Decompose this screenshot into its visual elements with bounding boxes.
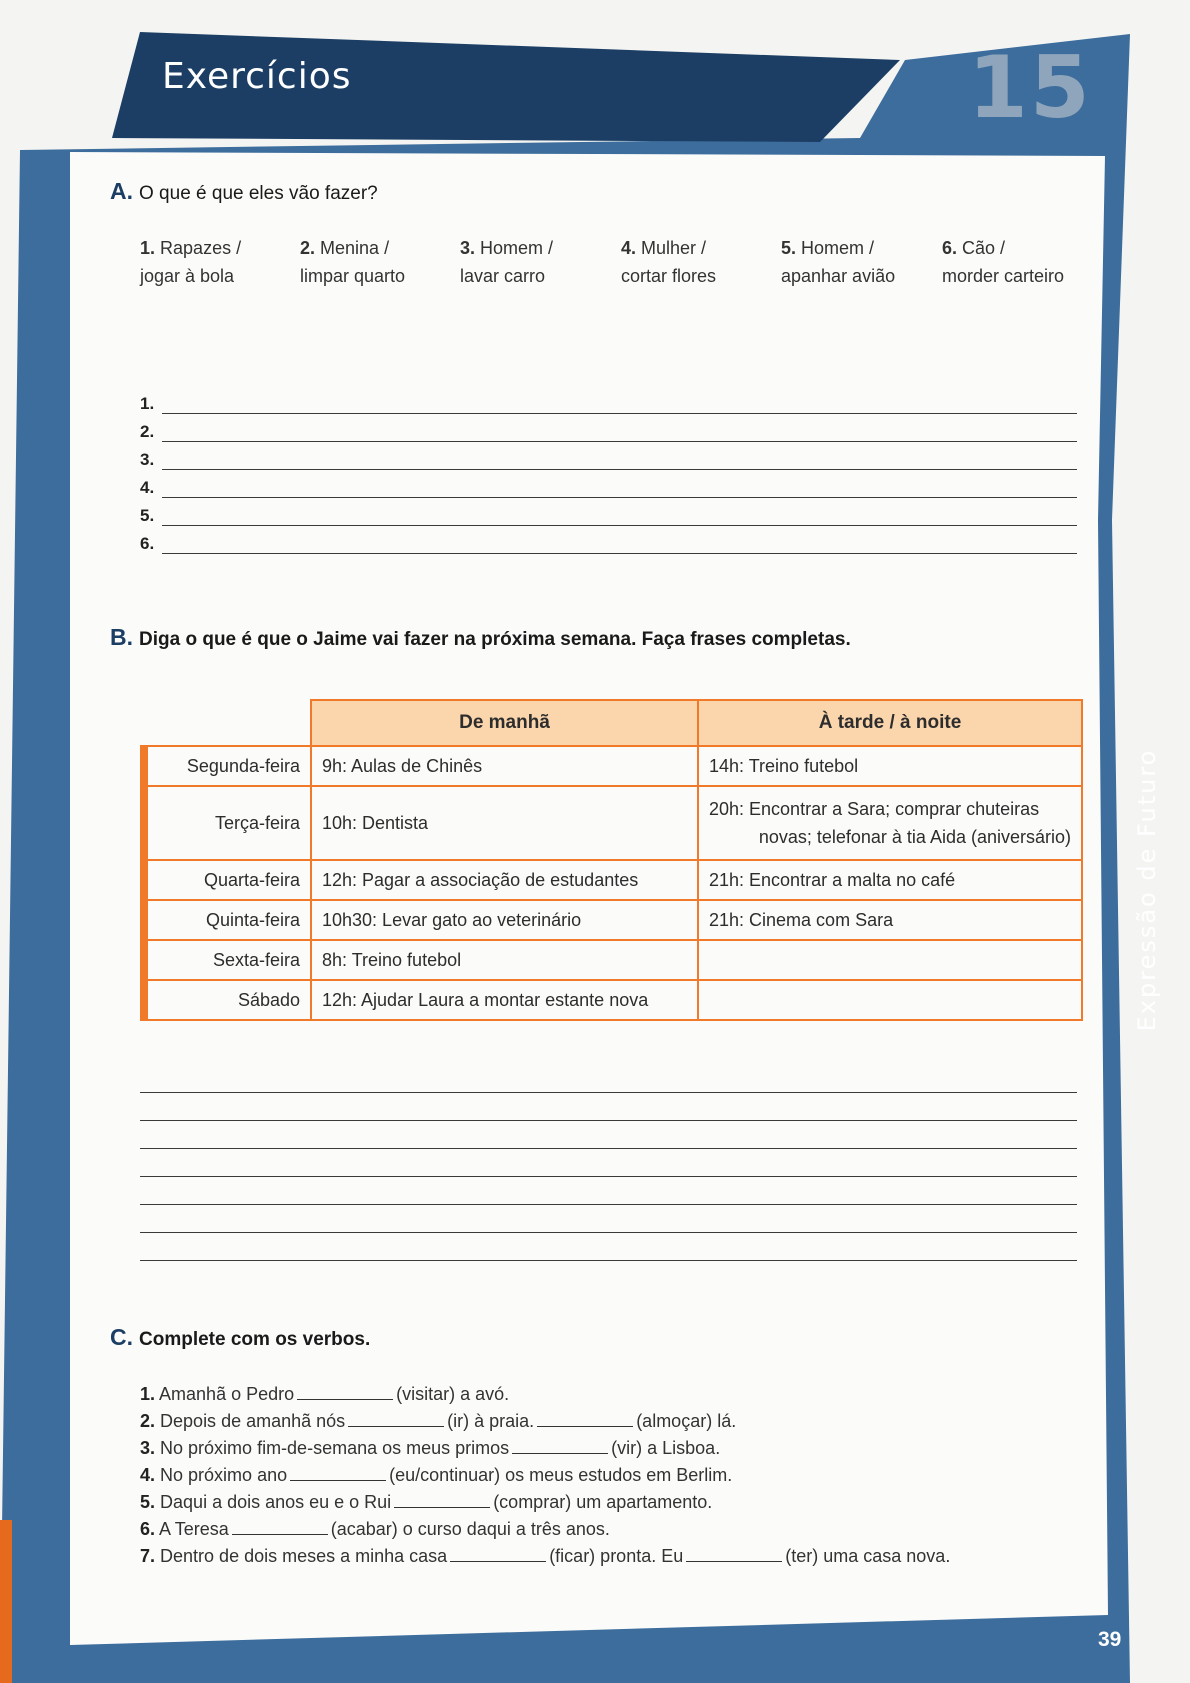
item-number: 2.: [140, 1411, 156, 1431]
item-number: 1.: [140, 1384, 156, 1404]
writing-line[interactable]: [140, 1204, 1077, 1205]
spine-edge: [0, 1520, 12, 1683]
afternoon-cell: [698, 980, 1082, 1020]
item-text: (comprar) um apartamento.: [493, 1492, 713, 1512]
section-a-letter: A.: [110, 178, 133, 204]
section-c-letter: C.: [110, 1324, 133, 1350]
morning-cell: 10h30: Levar gato ao veterinário: [311, 900, 698, 940]
fill-blank[interactable]: [394, 1491, 490, 1508]
item-number: 3.: [140, 1438, 156, 1458]
section-c-title: Complete com os verbos.: [139, 1329, 371, 1350]
answer-row-3: [140, 444, 1077, 470]
header-morning: De manhã: [311, 700, 698, 746]
section-b-letter: B.: [110, 624, 133, 650]
cue-action: morder carteiro: [942, 266, 1065, 286]
item-text: (almoçar) lá.: [636, 1411, 737, 1431]
exercise-item-6: [140, 1518, 610, 1540]
answer-number: 1.: [140, 394, 155, 413]
cue-3: [460, 234, 610, 290]
afternoon-cell: [698, 940, 1082, 980]
chapter-side-label: Expressão de Futuro: [1133, 748, 1161, 1032]
item-text: Amanhã o Pedro: [159, 1384, 295, 1404]
cue-number: 2.: [300, 238, 316, 258]
fill-blank[interactable]: [512, 1437, 608, 1454]
answer-number: 6.: [140, 534, 155, 553]
morning-cell: 10h: Dentista: [311, 786, 698, 860]
cue-action: cortar flores: [621, 266, 717, 286]
cue-number: 4.: [621, 238, 637, 258]
item-text: (visitar) a avó.: [396, 1384, 510, 1404]
answer-row-6: [140, 528, 1077, 554]
fill-blank[interactable]: [297, 1383, 393, 1400]
cue-action: limpar quarto: [300, 266, 406, 286]
cue-action: lavar carro: [460, 266, 546, 286]
item-number: 7.: [140, 1546, 156, 1566]
cue-subject: Mulher /: [641, 238, 707, 258]
cue-number: 3.: [460, 238, 476, 258]
answer-line[interactable]: [162, 451, 1077, 470]
exercise-item-5: [140, 1491, 712, 1513]
cue-subject: Homem /: [480, 238, 554, 258]
section-c-heading: [110, 1324, 370, 1351]
item-text: (ficar) pronta. Eu: [549, 1546, 684, 1566]
item-text: No próximo ano: [160, 1465, 288, 1485]
fill-blank[interactable]: [537, 1410, 633, 1427]
section-b-title: Diga o que é que o Jaime vai fazer na próxima semana. Faça frases completas.: [139, 629, 851, 650]
item-text: (vir) a Lisboa.: [611, 1438, 721, 1458]
day-cell: Quarta-feira: [144, 860, 311, 900]
answer-row-2: [140, 416, 1077, 442]
answer-number: 3.: [140, 450, 155, 469]
item-text: A Teresa: [159, 1519, 229, 1539]
answer-line[interactable]: [162, 395, 1077, 414]
header-corner: [147, 700, 263, 740]
fill-blank[interactable]: [450, 1545, 546, 1562]
answer-line[interactable]: [162, 423, 1077, 442]
afternoon-line-2: novas; telefonar à tia Aida (aniversário): [758, 827, 1071, 847]
answer-number: 5.: [140, 506, 155, 525]
day-cell: Segunda-feira: [144, 746, 311, 786]
morning-cell: 12h: Pagar a associação de estudantes: [311, 860, 698, 900]
item-text: (eu/continuar) os meus estudos em Berlim.: [389, 1465, 733, 1485]
afternoon-line-1: 20h: Encontrar a Sara; comprar chuteiras: [709, 799, 1040, 819]
exercise-item-7: [140, 1545, 950, 1567]
table-row: [144, 900, 1082, 940]
afternoon-cell: 14h: Treino futebol: [698, 746, 1082, 786]
item-text: (ir) à praia.: [447, 1411, 535, 1431]
writing-line[interactable]: [140, 1260, 1077, 1261]
item-text: (ter) uma casa nova.: [785, 1546, 951, 1566]
item-number: 5.: [140, 1492, 156, 1512]
schedule-table: [140, 699, 1083, 1021]
item-text: Daqui a dois anos eu e o Rui: [160, 1492, 392, 1512]
section-a-title: O que é que eles vão fazer?: [139, 183, 378, 204]
answer-line[interactable]: [162, 535, 1077, 554]
chapter-number: 15: [968, 38, 1092, 138]
afternoon-cell: 21h: Cinema com Sara: [698, 900, 1082, 940]
day-cell: Sexta-feira: [144, 940, 311, 980]
page-title: Exercícios: [162, 56, 352, 97]
day-cell: Sábado: [144, 980, 311, 1020]
answer-line[interactable]: [162, 507, 1077, 526]
morning-cell: 8h: Treino futebol: [311, 940, 698, 980]
writing-line[interactable]: [140, 1120, 1077, 1121]
item-number: 6.: [140, 1519, 156, 1539]
writing-line[interactable]: [140, 1176, 1077, 1177]
cue-subject: Cão /: [962, 238, 1006, 258]
cue-subject: Rapazes /: [160, 238, 242, 258]
cue-1: [140, 234, 290, 290]
fill-blank[interactable]: [290, 1464, 386, 1481]
afternoon-cell: 21h: Encontrar a malta no café: [698, 860, 1082, 900]
answer-row-1: [140, 388, 1077, 414]
writing-line[interactable]: [140, 1232, 1077, 1233]
exercise-item-4: [140, 1464, 732, 1486]
cue-4: [621, 234, 771, 290]
exercise-item-3: [140, 1437, 720, 1459]
cue-number: 1.: [140, 238, 156, 258]
cue-action: jogar à bola: [140, 266, 235, 286]
writing-line[interactable]: [140, 1148, 1077, 1149]
exercise-item-2: [140, 1410, 736, 1432]
exercise-item-1: [140, 1383, 509, 1405]
cue-number: 5.: [781, 238, 797, 258]
page-number: 39: [1098, 1628, 1122, 1651]
answer-number: 2.: [140, 422, 155, 441]
table-row: [144, 786, 1082, 860]
morning-cell: 9h: Aulas de Chinês: [311, 746, 698, 786]
section-b-heading: [110, 624, 851, 651]
table-row: [144, 940, 1082, 980]
cue-5: [781, 234, 931, 290]
cue-action: apanhar avião: [781, 266, 896, 286]
cue-2: [300, 234, 450, 290]
fill-blank[interactable]: [232, 1518, 328, 1535]
answer-row-5: [140, 500, 1077, 526]
item-text: No próximo fim-de-semana os meus primos: [160, 1438, 510, 1458]
cue-subject: Menina /: [320, 238, 390, 258]
cue-6: [942, 234, 1092, 290]
table-row: [144, 746, 1082, 786]
cue-subject: Homem /: [801, 238, 875, 258]
item-text: Depois de amanhã nós: [160, 1411, 346, 1431]
section-a-heading: [110, 178, 378, 205]
header-afternoon: À tarde / à noite: [698, 700, 1082, 746]
answer-number: 4.: [140, 478, 155, 497]
answer-line[interactable]: [162, 479, 1077, 498]
morning-cell: 12h: Ajudar Laura a montar estante nova: [311, 980, 698, 1020]
item-text: Dentro de dois meses a minha casa: [160, 1546, 448, 1566]
day-cell: Terça-feira: [144, 786, 311, 860]
fill-blank[interactable]: [348, 1410, 444, 1427]
table-row: [144, 980, 1082, 1020]
item-text: (acabar) o curso daqui a três anos.: [330, 1519, 610, 1539]
item-number: 4.: [140, 1465, 156, 1485]
cue-number: 6.: [942, 238, 958, 258]
writing-line[interactable]: [140, 1092, 1077, 1093]
table-header-row: [144, 700, 1082, 746]
fill-blank[interactable]: [686, 1545, 782, 1562]
day-cell: Quinta-feira: [144, 900, 311, 940]
afternoon-cell: [698, 786, 1082, 860]
table-row: [144, 860, 1082, 900]
answer-row-4: [140, 472, 1077, 498]
